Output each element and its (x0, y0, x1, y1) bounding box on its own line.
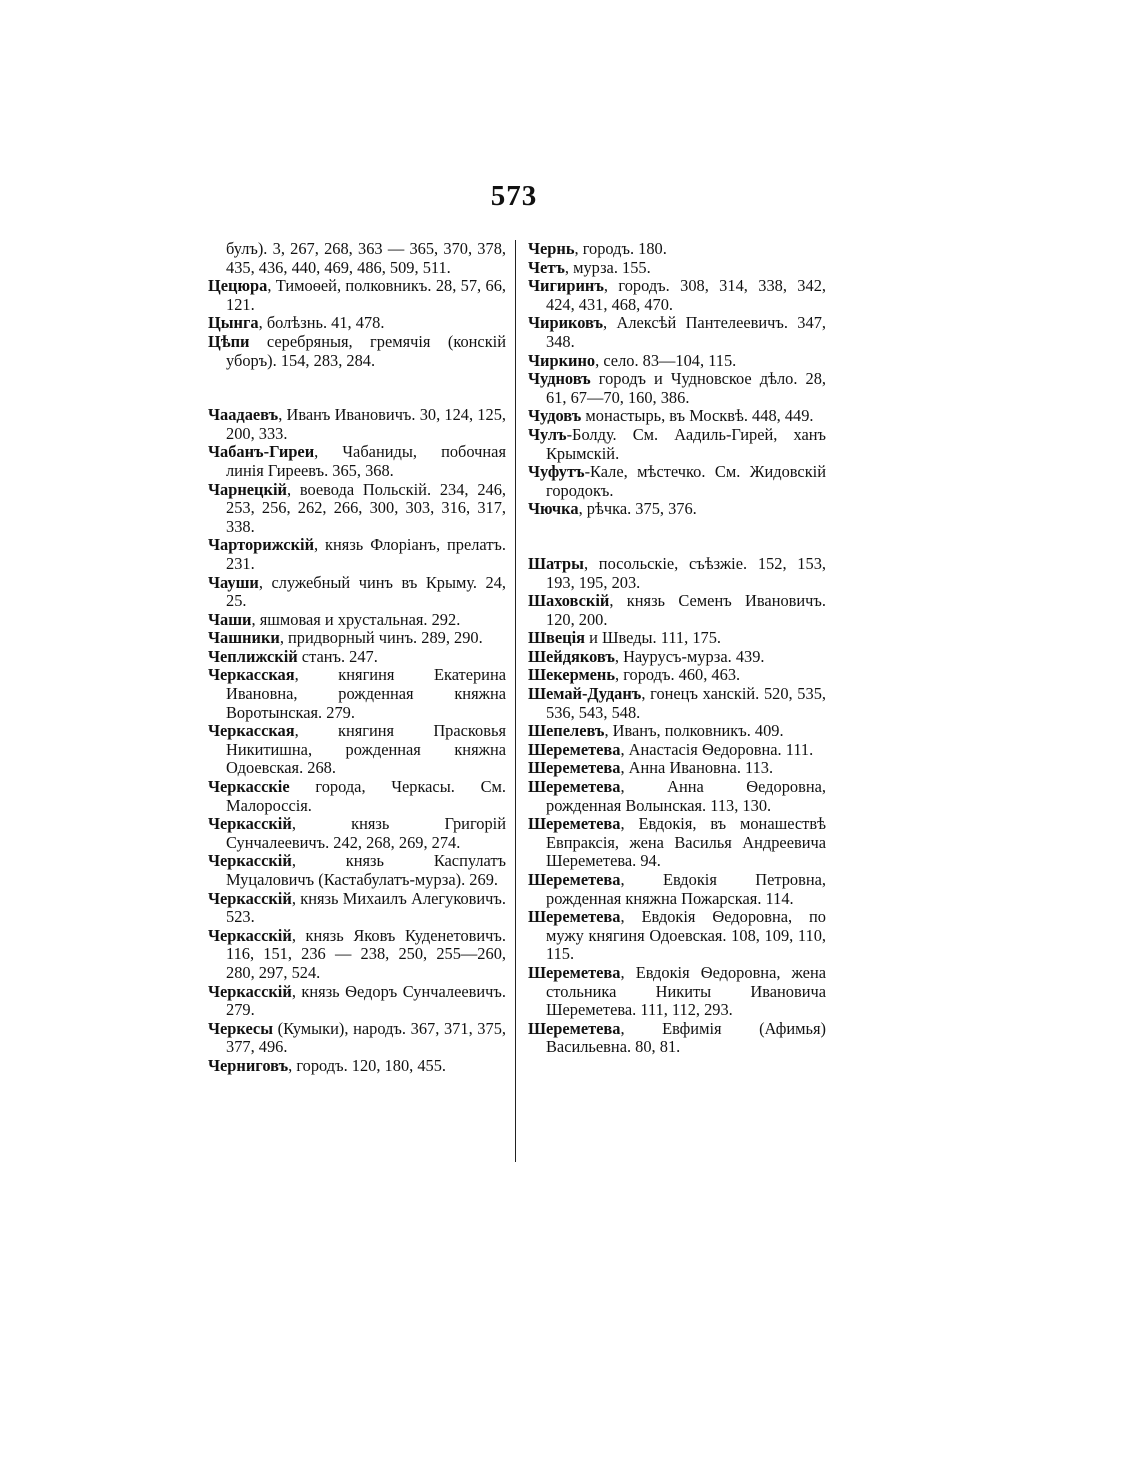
entry-headword: Шемай-Дуданъ (528, 684, 642, 704)
entry-headword: Черкесы (208, 1018, 274, 1038)
entry-headword: Черкасскій (208, 814, 292, 834)
entry-text: -Кале, мѣстечко. См. Жидовскій городокъ. (546, 462, 826, 500)
index-entry (528, 629, 826, 648)
entry-headword: Чулъ (528, 424, 567, 444)
section-gap (208, 370, 506, 406)
entry-text: серебряныя, гремячія (конскій уборъ). 154, 283, 284. (226, 331, 506, 370)
entry-headword: Чаши (208, 609, 252, 629)
entry-text: , посольскіе, съѣзжіе. 152, 153, 193, 195, 203. (546, 553, 826, 592)
entry-text: , село. 83—104, 115. (595, 350, 737, 370)
index-entry (208, 815, 506, 852)
index-entry (208, 314, 506, 333)
entry-text: , князь Ѳедоръ Сунчалеевичъ. 279. (226, 981, 506, 1020)
index-column-right (528, 240, 826, 1057)
index-entry (528, 741, 826, 760)
entry-headword: Шейдяковъ (528, 646, 615, 666)
index-entry (208, 629, 506, 648)
entry-text: , городъ. 460, 463. (615, 665, 741, 685)
index-entry (528, 778, 826, 815)
entry-headword: Чиркино (528, 350, 596, 370)
entry-text: (Кумыки), народъ. 367, 371, 375, 377, 496. (226, 1018, 506, 1057)
entry-text: , Евфимія (Афимья) Васильевна. 80, 81. (546, 1018, 826, 1057)
index-entry (208, 852, 506, 889)
entry-headword: Чашники (208, 628, 280, 648)
entry-text: , Наурусъ-мурза. 439. (614, 646, 765, 666)
entry-headword: Шатры (528, 553, 584, 573)
index-entry (528, 1020, 826, 1057)
index-entry (528, 666, 826, 685)
entry-text: , болѣзнь. 41, 478. (258, 313, 385, 333)
entry-headword: Черкасскіе (208, 777, 290, 797)
entry-text: , мурза. 155. (564, 257, 651, 277)
entry-text: , придворный чинъ. 289, 290. (279, 628, 483, 648)
entry-text: , Евдокія Ѳедоровна, по мужу княгиня Одоевская. 108, 109, 110, 115. (546, 907, 826, 964)
index-entry (208, 927, 506, 983)
entry-text: , городъ. 120, 180, 455. (288, 1055, 447, 1075)
entry-headword: Черкасскій (208, 981, 292, 1001)
entry-headword: Черкасскій (208, 925, 292, 945)
entry-headword: Чернь (528, 239, 575, 258)
index-entry (528, 722, 826, 741)
entry-text: станъ. 247. (297, 646, 378, 666)
entry-headword: Черкасская (208, 721, 295, 741)
entry-headword: Цынга (208, 313, 259, 333)
index-entry (528, 463, 826, 500)
index-entry (528, 426, 826, 463)
entry-headword: Шереметева (528, 1018, 621, 1038)
entry-headword: Чигиринъ (528, 276, 604, 296)
entry-headword: Шереметева (528, 758, 621, 778)
index-entry (208, 1057, 506, 1076)
index-entry (208, 666, 506, 722)
index-entry (208, 722, 506, 778)
index-entry (528, 259, 826, 278)
entry-headword: Чудновъ (528, 369, 591, 389)
entry-headword: Шепелевъ (528, 721, 605, 741)
entry-text: , князь Флоріанъ, прелатъ. 231. (226, 535, 506, 573)
index-entry (208, 240, 506, 277)
entry-headword: Шереметева (528, 814, 621, 834)
entry-headword: Чеплижскій (208, 646, 298, 666)
index-entry (528, 314, 826, 351)
index-entry (208, 983, 506, 1020)
entry-text: , Анастасія Ѳедоровна. 111. (620, 739, 814, 759)
page-number: 573 (490, 180, 538, 212)
entry-text: , городъ. 308, 314, 338, 342, 424, 431, 468, 470. (546, 276, 826, 314)
entry-headword: Чючка (528, 499, 579, 519)
index-entry (528, 500, 826, 519)
entry-text: монастырь, въ Москвѣ. 448, 449. (581, 406, 814, 426)
index-entry (528, 352, 826, 371)
entry-text: , князь Григорій Сунчалеевичъ. 242, 268, 269, 274. (226, 814, 506, 852)
entry-headword: Четъ (528, 257, 565, 277)
entry-text: города, Черкасы. См. Малороссія. (226, 777, 506, 815)
entry-headword: Шекермень (528, 665, 616, 685)
entry-text: и Шведы. 111, 175. (585, 628, 721, 648)
entry-headword: Черкасскій (208, 851, 292, 871)
entry-headword: Чириковъ (528, 313, 604, 333)
entry-headword: Шереметева (528, 777, 621, 797)
index-entry (208, 778, 506, 815)
entry-text: булъ). 3, 267, 268, 363 — 365, 370, 378, 435, 436, 440, 469, 486, 509, 511. (226, 239, 506, 277)
entry-headword: Чабанъ-Гиреи (208, 442, 315, 462)
entry-headword: Чарторижскій (208, 535, 315, 555)
entry-text: , гонецъ ханскій. 520, 535, 536, 543, 548. (546, 684, 826, 722)
entry-text: , князь Яковъ Куденетовичъ. 116, 151, 236 — 238, 250, 255—260, 280, 297, 524. (226, 925, 506, 982)
index-entry (208, 481, 506, 537)
entry-text: , яшмовая и хрустальная. 292. (251, 609, 461, 629)
entry-headword: Цѣпи (208, 331, 250, 351)
entry-headword: Черкасская (208, 665, 295, 685)
index-entry (208, 611, 506, 630)
entry-text: , Алексѣй Пантелеевичъ. 347, 348. (546, 313, 826, 351)
index-entry (208, 443, 506, 480)
index-entry (528, 685, 826, 722)
entry-headword: Шереметева (528, 907, 621, 927)
index-entry (208, 574, 506, 611)
index-entry (208, 406, 506, 443)
entry-text: , Анна Ѳедоровна, рожденная Волынская. 113, 130. (546, 777, 826, 815)
entry-headword: Шереметева (528, 962, 621, 982)
entry-headword: Чуфутъ (528, 462, 585, 482)
index-entry (528, 908, 826, 964)
index-entry (528, 964, 826, 1020)
entry-text: , княгиня Екатерина Ивановна, рожденная княжна Воротынская. 279. (226, 665, 506, 722)
index-entry (528, 815, 826, 871)
index-entry (208, 536, 506, 573)
entry-text: , служебный чинъ въ Крыму. 24, 25. (226, 572, 506, 611)
entry-text: , Евдокія Ѳедоровна, жена стольника Никиты Ивановича Шереметева. 111, 112, 293. (546, 962, 826, 1020)
entry-text: , Евдокія Петровна, рожденная княжна Пожарская. 114. (546, 870, 826, 908)
index-column-left (208, 240, 506, 1076)
entry-text: , князь Семенъ Ивановичъ. 120, 200. (546, 591, 826, 629)
entry-headword: Шереметева (528, 739, 621, 759)
entry-text: городъ и Чудновское дѣло. 28, 61, 67—70, 160, 386. (546, 369, 826, 407)
index-entry (528, 759, 826, 778)
entry-headword: Черкасскій (208, 888, 292, 908)
index-entry (528, 240, 826, 259)
entry-headword: Чудовъ (528, 406, 582, 426)
entry-text: , Чабаниды, побочная линія Гиреевъ. 365, 368. (226, 442, 506, 480)
entry-text: , Тимоѳей, полковникъ. 28, 57, 66, 121. (226, 276, 506, 314)
index-entry (528, 871, 826, 908)
index-entry (208, 333, 506, 370)
entry-headword: Швеція (528, 628, 585, 648)
entry-text: , Иванъ Ивановичъ. 30, 124, 125, 200, 333. (226, 405, 506, 443)
index-entry (208, 1020, 506, 1057)
index-entry (528, 407, 826, 426)
section-gap (528, 519, 826, 555)
entry-text: , Евдокія, въ монашествѣ Евпраксія, жена Василья Андреевича Шереметева. 94. (546, 814, 826, 871)
entry-text: , Иванъ, полковникъ. 409. (604, 721, 784, 741)
index-entry (528, 277, 826, 314)
entry-text: , княгиня Прасковья Никитишна, рожденная княжна Одоевская. 268. (226, 721, 506, 778)
entry-text: , рѣчка. 375, 376. (578, 499, 697, 519)
entry-text: , городъ. 180. (574, 239, 667, 258)
entry-headword: Черниговъ (208, 1055, 289, 1075)
index-entry (208, 648, 506, 667)
index-entry (528, 555, 826, 592)
entry-headword: Шереметева (528, 870, 621, 889)
index-entry (528, 370, 826, 407)
entry-headword: Шаховскій (528, 591, 610, 611)
entry-headword: Чаадаевъ (208, 405, 279, 425)
entry-text: , князь Михаилъ Алегуковичъ. 523. (226, 888, 506, 927)
entry-headword: Чарнецкій (208, 479, 287, 499)
index-entry (208, 890, 506, 927)
entry-headword: Цецюра (208, 276, 268, 296)
column-divider (515, 240, 516, 1162)
entry-text: , Анна Ивановна. 113. (620, 758, 774, 778)
index-entry (528, 648, 826, 667)
entry-headword: Чауши (208, 572, 259, 592)
entry-text: -Болду. См. Аадиль-Гирей, ханъ Крымскій. (546, 424, 826, 463)
index-entry (528, 592, 826, 629)
index-entry (208, 277, 506, 314)
entry-text: , воевода Польскій. 234, 246, 253, 256, 262, 266, 300, 303, 316, 317, 338. (226, 479, 506, 536)
entry-text: , князь Каспулатъ Муцаловичъ (Кастабулатъ-мурза). 269. (226, 851, 506, 889)
